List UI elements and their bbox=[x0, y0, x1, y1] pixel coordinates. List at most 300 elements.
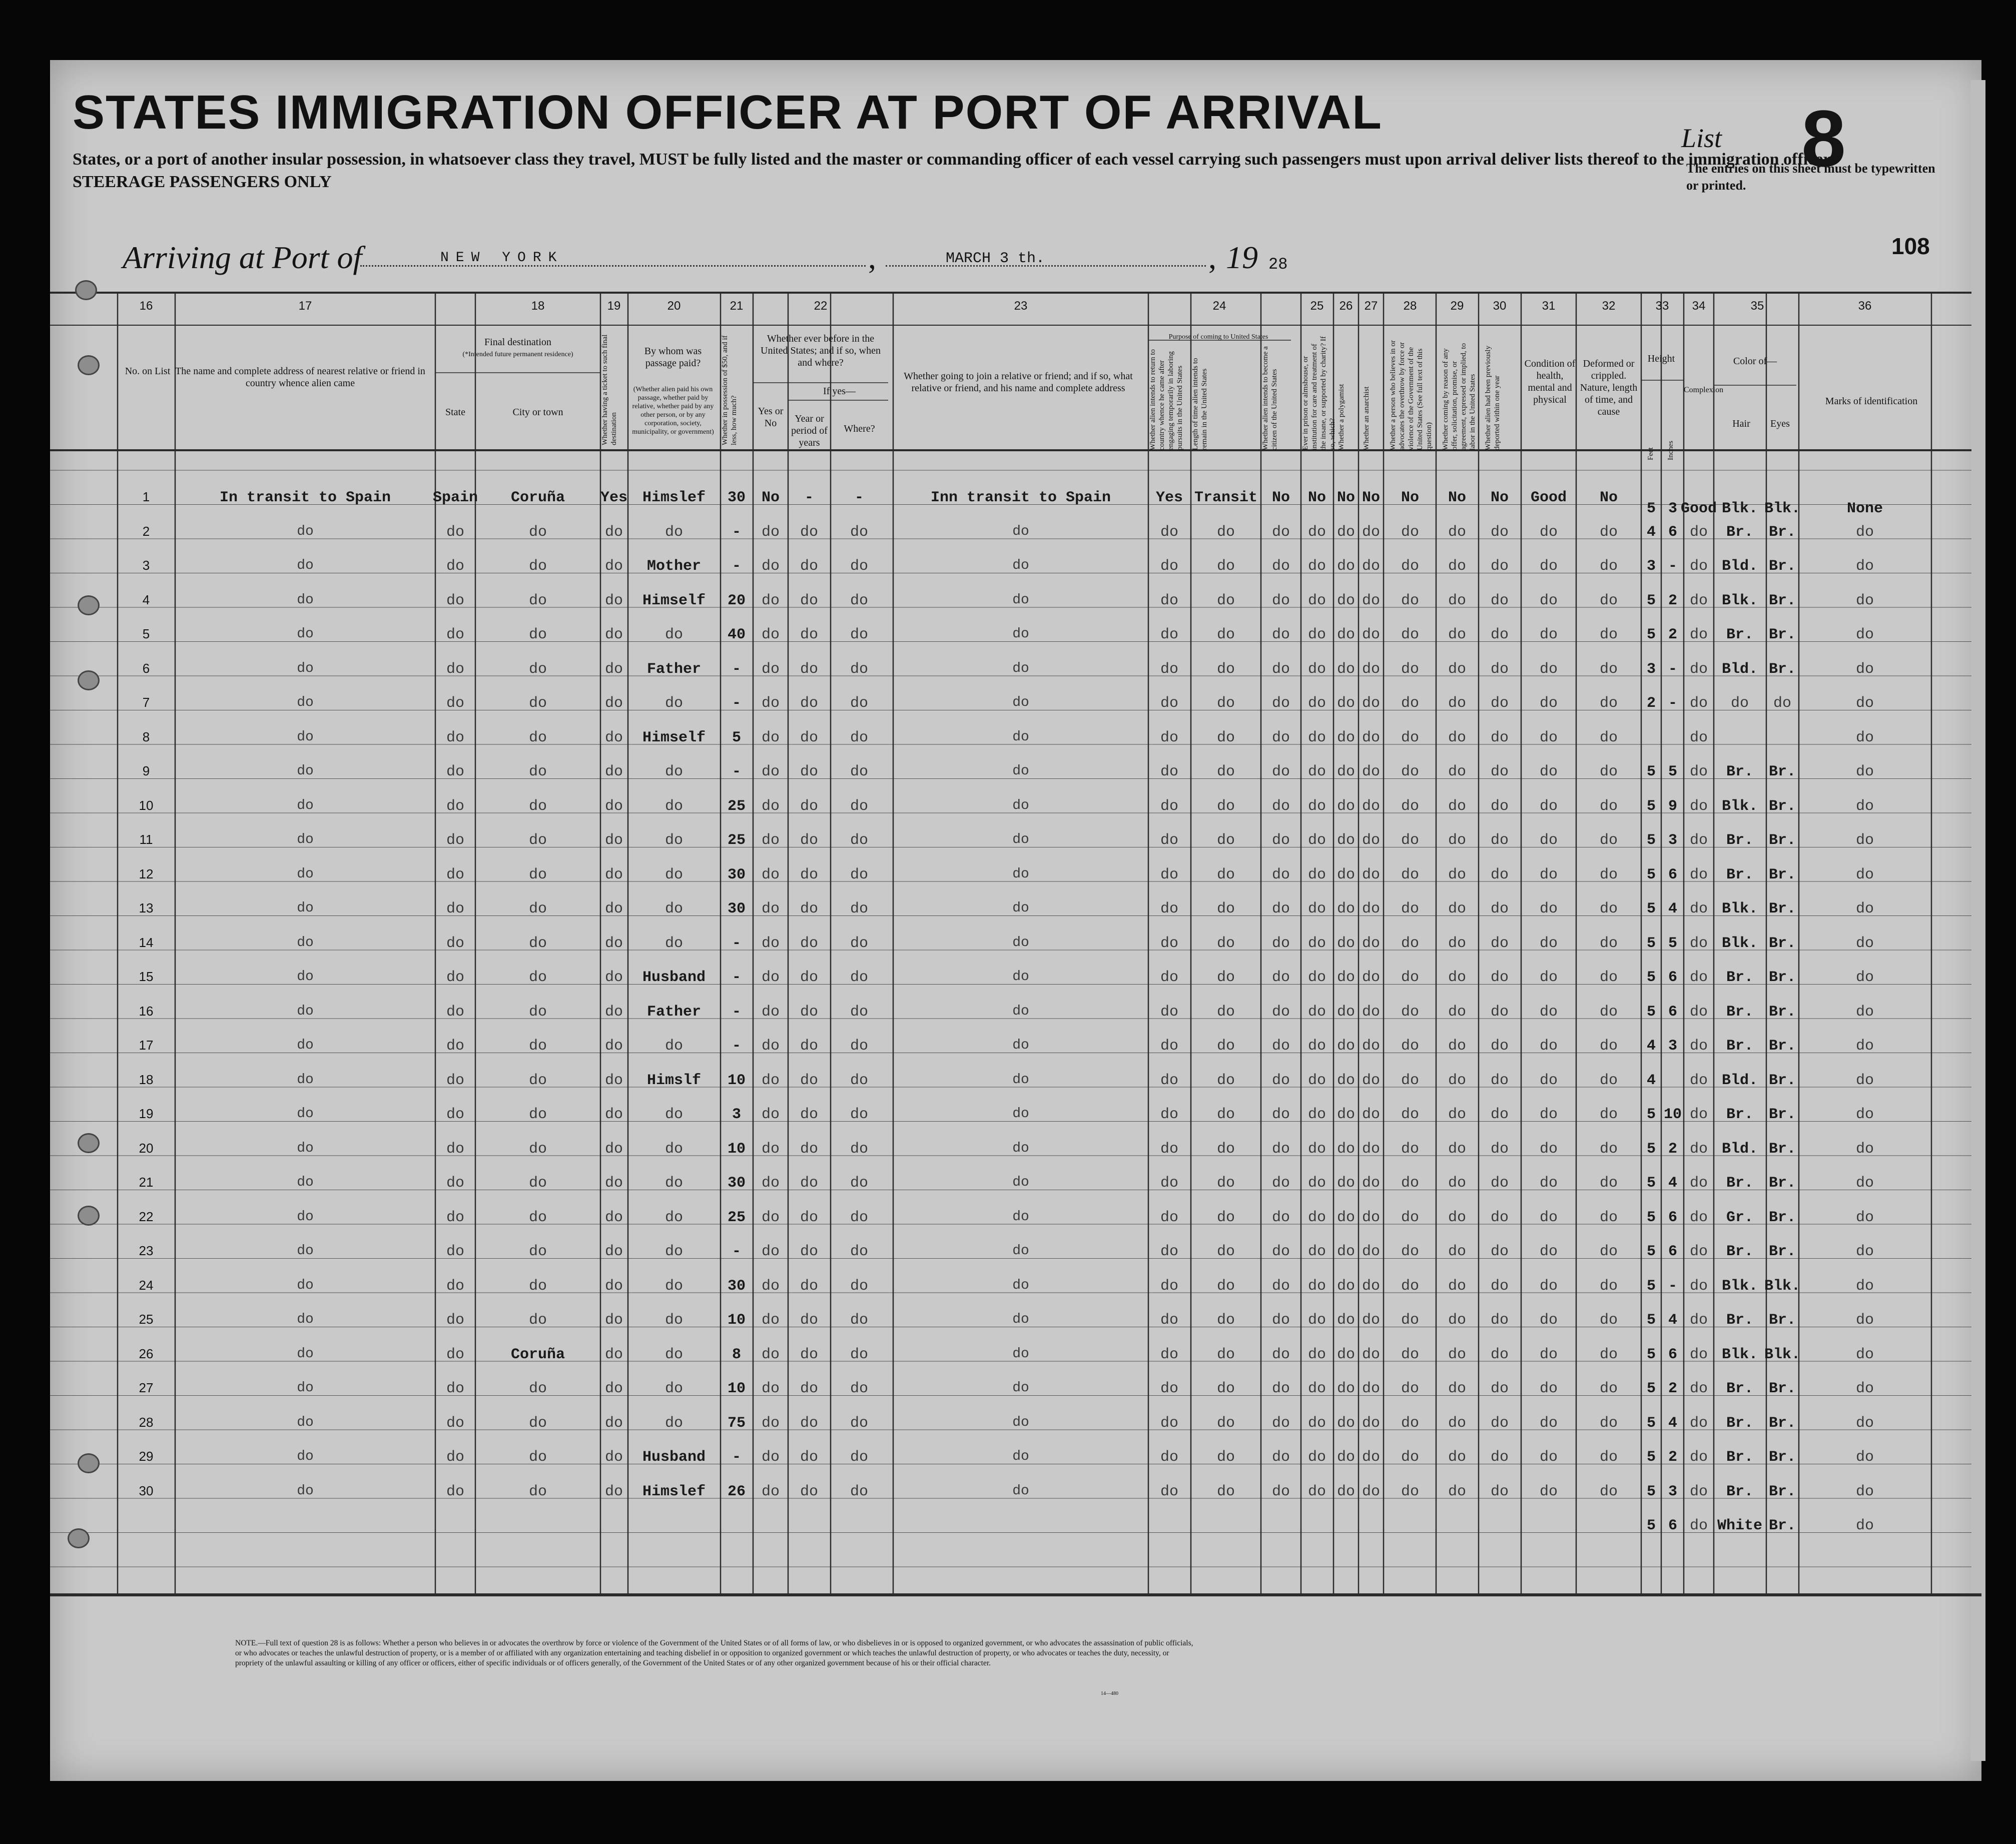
cell-purpose-length: do bbox=[1216, 1072, 1235, 1089]
cell-q29: do bbox=[1448, 523, 1467, 541]
cell-q30: do bbox=[1490, 1449, 1509, 1466]
cell-before-year: do bbox=[800, 935, 819, 952]
cell-ticket: do bbox=[604, 1243, 623, 1260]
cell-marks: do bbox=[1855, 1380, 1874, 1397]
cell-marks: do bbox=[1855, 900, 1874, 917]
cell-relative: do bbox=[297, 1414, 314, 1430]
cell-passage: do bbox=[664, 1277, 684, 1295]
cell-before-where: do bbox=[850, 1414, 869, 1432]
column-number: 22 bbox=[814, 299, 828, 313]
cell-q28: do bbox=[1401, 969, 1420, 986]
cell-passage: do bbox=[664, 1106, 684, 1123]
binding-hole bbox=[78, 1133, 100, 1153]
cell-hair: Br. bbox=[1726, 1175, 1754, 1192]
cell-ticket: do bbox=[604, 626, 623, 643]
cell-passage: Himslef bbox=[642, 1483, 706, 1500]
cell-anarchist: No bbox=[1362, 489, 1381, 506]
cell-purpose-return: do bbox=[1160, 900, 1179, 917]
cell-eyes: Br. bbox=[1768, 1449, 1796, 1466]
cell-purpose-return: do bbox=[1160, 660, 1179, 678]
cell-before-where: do bbox=[850, 729, 869, 746]
cell-relative: do bbox=[297, 592, 314, 608]
column-number: 30 bbox=[1493, 299, 1507, 313]
cell-before-yn: do bbox=[761, 1106, 780, 1123]
cell-relative: do bbox=[297, 866, 314, 882]
cell-relative: do bbox=[297, 523, 314, 539]
cell-hair: Br. bbox=[1726, 1483, 1754, 1500]
cell-feet: 5 bbox=[1646, 1449, 1656, 1466]
cell-complexion: do bbox=[1689, 1038, 1708, 1055]
cell-marks: do bbox=[1855, 763, 1874, 780]
cell-money: 30 bbox=[727, 489, 746, 506]
cell-prison: do bbox=[1307, 1038, 1326, 1055]
cell-q29: do bbox=[1448, 1175, 1467, 1192]
cell-money: 10 bbox=[727, 1140, 746, 1158]
cell-eyes: Br. bbox=[1768, 1312, 1796, 1329]
cell-polygamist: do bbox=[1336, 660, 1356, 678]
cell-passage: Father bbox=[646, 660, 702, 678]
cell-health: do bbox=[1539, 1106, 1558, 1123]
cell-row-number: 22 bbox=[139, 1209, 154, 1224]
cell-marks: None bbox=[1846, 500, 1883, 517]
column-number: 28 bbox=[1403, 299, 1417, 313]
cell-row-number: 23 bbox=[139, 1243, 154, 1258]
cell-complexion: do bbox=[1689, 763, 1708, 780]
cell-passage: do bbox=[664, 1140, 684, 1158]
cell-hair: Blk. bbox=[1721, 797, 1758, 815]
cell-deformed: do bbox=[1599, 1209, 1618, 1226]
cell-q29: do bbox=[1448, 1414, 1467, 1432]
cell-purpose-length: do bbox=[1216, 1312, 1235, 1329]
cell-q30: do bbox=[1490, 1277, 1509, 1295]
cell-money: 25 bbox=[727, 1209, 746, 1226]
cell-state: do bbox=[446, 695, 465, 712]
cell-state: do bbox=[446, 1277, 465, 1295]
cell-before-yn: do bbox=[761, 866, 780, 883]
cell-polygamist: do bbox=[1336, 592, 1356, 609]
cell-q28: do bbox=[1401, 660, 1420, 678]
cell-eyes: Br. bbox=[1768, 592, 1796, 609]
cell-inches: 3 bbox=[1668, 1038, 1678, 1055]
cell-joining: do bbox=[1012, 660, 1029, 676]
cell-deformed: do bbox=[1599, 1483, 1618, 1500]
cell-purpose-length: do bbox=[1216, 1175, 1235, 1192]
cell-money: - bbox=[732, 660, 742, 678]
cell-state: do bbox=[446, 1243, 465, 1260]
cell-state: do bbox=[446, 523, 465, 541]
cell-state: do bbox=[446, 660, 465, 678]
form-code: 14—480 bbox=[1101, 1691, 1118, 1696]
header-yes-no: Yes or No bbox=[758, 406, 784, 429]
cell-complexion: do bbox=[1689, 592, 1708, 609]
cell-hair: Br. bbox=[1726, 969, 1754, 986]
cell-q28: do bbox=[1401, 900, 1420, 917]
cell-passage: do bbox=[664, 1312, 684, 1329]
cell-passage: Himslef bbox=[642, 489, 706, 506]
cell-marks: do bbox=[1855, 832, 1874, 849]
cell-row-number: 19 bbox=[139, 1106, 154, 1121]
cell-eyes: Br. bbox=[1768, 523, 1796, 541]
cell-joining: do bbox=[1012, 729, 1029, 745]
header-health: Condition of health, mental and physical bbox=[1524, 358, 1576, 405]
cell-feet: 5 bbox=[1646, 1346, 1656, 1363]
header-if-yes: If yes— bbox=[823, 386, 856, 397]
cell-q29: do bbox=[1448, 763, 1467, 780]
cell-complexion: do bbox=[1689, 695, 1708, 712]
cell-anarchist: do bbox=[1362, 1003, 1381, 1021]
cell-feet: 5 bbox=[1646, 626, 1656, 643]
cell-ticket: do bbox=[604, 1038, 623, 1055]
cell-prison: do bbox=[1307, 523, 1326, 541]
cell-complexion: do bbox=[1689, 969, 1708, 986]
cell-passage: do bbox=[664, 935, 684, 952]
cell-before-year: do bbox=[800, 558, 819, 575]
cell-row-number: 8 bbox=[142, 729, 150, 744]
cell-inches: 6 bbox=[1668, 1243, 1678, 1260]
cell-before-yn: do bbox=[761, 1140, 780, 1158]
cell-q29: do bbox=[1448, 900, 1467, 917]
column-number: 19 bbox=[607, 299, 621, 313]
cell-marks: do bbox=[1855, 1449, 1874, 1466]
cell-purpose-return: do bbox=[1160, 558, 1179, 575]
cell-hair: Br. bbox=[1726, 1380, 1754, 1397]
cell-q29: do bbox=[1448, 660, 1467, 678]
cell-purpose-length: do bbox=[1216, 1038, 1235, 1055]
cell-purpose-length: do bbox=[1216, 695, 1235, 712]
cell-purpose-return: do bbox=[1160, 729, 1179, 746]
cell-purpose-return: do bbox=[1160, 1346, 1179, 1363]
cell-complexion: do bbox=[1689, 626, 1708, 643]
cell-money: - bbox=[732, 763, 742, 780]
binding-hole bbox=[78, 1453, 100, 1473]
cell-complexion: do bbox=[1689, 797, 1708, 815]
cell-deformed: do bbox=[1599, 763, 1618, 780]
cell-passage: do bbox=[664, 900, 684, 917]
cell-deformed: do bbox=[1599, 695, 1618, 712]
cell-ticket: do bbox=[604, 1072, 623, 1089]
cell-city: do bbox=[528, 832, 547, 849]
cell-q30: do bbox=[1490, 763, 1509, 780]
cell-eyes: Blk. bbox=[1764, 500, 1801, 517]
cell-anarchist: do bbox=[1362, 1346, 1381, 1363]
cell-feet: 5 bbox=[1646, 900, 1656, 917]
cell-q30: do bbox=[1490, 797, 1509, 815]
cell-state: do bbox=[446, 763, 465, 780]
cell-health: Good bbox=[1530, 489, 1567, 506]
cell-complexion: do bbox=[1689, 832, 1708, 849]
cell-purpose-length: do bbox=[1216, 729, 1235, 746]
column-number: 26 bbox=[1339, 299, 1353, 313]
cell-q28: do bbox=[1401, 1277, 1420, 1295]
cell-money: - bbox=[732, 1243, 742, 1260]
cell-purpose-citizen: do bbox=[1271, 1380, 1290, 1397]
cell-row-number: 14 bbox=[139, 935, 154, 950]
cell-prison: do bbox=[1307, 1449, 1326, 1466]
cell-relative: do bbox=[297, 1312, 314, 1327]
cell-before-year: do bbox=[800, 1346, 819, 1363]
cell-marks: do bbox=[1855, 797, 1874, 815]
cell-relative: do bbox=[297, 1346, 314, 1362]
cell-relative: do bbox=[297, 900, 314, 916]
cell-polygamist: do bbox=[1336, 1414, 1356, 1432]
cell-anarchist: do bbox=[1362, 592, 1381, 609]
cell-marks: do bbox=[1855, 1346, 1874, 1363]
cell-prison: do bbox=[1307, 1277, 1326, 1295]
cell-money: 10 bbox=[727, 1072, 746, 1089]
cell-complexion: do bbox=[1689, 1483, 1708, 1500]
cell-before-yn: do bbox=[761, 969, 780, 986]
cell-eyes: Br. bbox=[1768, 1106, 1796, 1123]
cell-feet: 5 bbox=[1646, 500, 1656, 517]
cell-feet: 5 bbox=[1646, 1175, 1656, 1192]
cell-eyes: Br. bbox=[1768, 1517, 1796, 1534]
cell-relative: In transit to Spain bbox=[219, 489, 391, 506]
cell-relative: do bbox=[297, 1140, 314, 1156]
cell-purpose-citizen: do bbox=[1271, 1312, 1290, 1329]
cell-q28: do bbox=[1401, 1449, 1420, 1466]
cell-ticket: do bbox=[604, 558, 623, 575]
cell-joining: do bbox=[1012, 695, 1029, 710]
cell-purpose-length: do bbox=[1216, 763, 1235, 780]
cell-complexion: do bbox=[1689, 1517, 1708, 1534]
cell-deformed: do bbox=[1599, 1312, 1618, 1329]
cell-marks: do bbox=[1855, 1243, 1874, 1260]
cell-q28: do bbox=[1401, 1380, 1420, 1397]
cell-prison: do bbox=[1307, 1140, 1326, 1158]
cell-row-number: 28 bbox=[139, 1414, 154, 1430]
cell-ticket: do bbox=[604, 1209, 623, 1226]
cell-before-year: - bbox=[804, 489, 814, 506]
cell-money: 40 bbox=[727, 626, 746, 643]
cell-anarchist: do bbox=[1362, 1414, 1381, 1432]
cell-polygamist: do bbox=[1336, 1072, 1356, 1089]
cell-hair: Br. bbox=[1726, 1243, 1754, 1260]
cell-feet: 5 bbox=[1646, 935, 1656, 952]
cell-deformed: do bbox=[1599, 1106, 1618, 1123]
cell-deformed: do bbox=[1599, 1003, 1618, 1021]
cell-before-year: do bbox=[800, 592, 819, 609]
cell-before-where: do bbox=[850, 1175, 869, 1192]
cell-deformed: do bbox=[1599, 797, 1618, 815]
cell-money: - bbox=[732, 523, 742, 541]
cell-purpose-length: do bbox=[1216, 1346, 1235, 1363]
cell-state: do bbox=[446, 866, 465, 883]
cell-q28: do bbox=[1401, 1483, 1420, 1500]
cell-prison: do bbox=[1307, 729, 1326, 746]
cell-relative: do bbox=[297, 695, 314, 710]
cell-q29: do bbox=[1448, 1346, 1467, 1363]
cell-before-year: do bbox=[800, 1106, 819, 1123]
cell-eyes: Br. bbox=[1768, 1175, 1796, 1192]
header-q28: Whether a person who believes in or advocates the overthrow by force or violence of the Government of the United States (See full text of this question) bbox=[1389, 340, 1433, 450]
cell-before-year: do bbox=[800, 1140, 819, 1158]
cell-feet: 5 bbox=[1646, 1380, 1656, 1397]
cell-purpose-length: do bbox=[1216, 1277, 1235, 1295]
column-number: 27 bbox=[1364, 299, 1378, 313]
cell-state: do bbox=[446, 1038, 465, 1055]
cell-prison: do bbox=[1307, 797, 1326, 815]
column-number: 20 bbox=[667, 299, 681, 313]
cell-passage: do bbox=[664, 626, 684, 643]
cell-eyes: Blk. bbox=[1764, 1277, 1801, 1295]
cell-feet: 3 bbox=[1646, 660, 1656, 678]
cell-before-yn: do bbox=[761, 523, 780, 541]
cell-money: 10 bbox=[727, 1380, 746, 1397]
cell-before-year: do bbox=[800, 1414, 819, 1432]
sheet-number: 108 bbox=[1891, 233, 1930, 259]
cell-marks: do bbox=[1855, 935, 1874, 952]
cell-anarchist: do bbox=[1362, 1038, 1381, 1055]
cell-q28: do bbox=[1401, 935, 1420, 952]
cell-passage: Husband bbox=[642, 969, 706, 986]
cell-q28: do bbox=[1401, 1106, 1420, 1123]
column-number: 33 bbox=[1655, 299, 1669, 313]
cell-health: do bbox=[1539, 1483, 1558, 1500]
cell-marks: do bbox=[1855, 1209, 1874, 1226]
cell-q30: do bbox=[1490, 1106, 1509, 1123]
cell-row-number: 30 bbox=[139, 1483, 154, 1498]
cell-marks: do bbox=[1855, 1277, 1874, 1295]
cell-ticket: do bbox=[604, 523, 623, 541]
column-number: 32 bbox=[1602, 299, 1616, 313]
cell-purpose-return: do bbox=[1160, 866, 1179, 883]
cell-purpose-return: do bbox=[1160, 1243, 1179, 1260]
cell-q28: do bbox=[1401, 1209, 1420, 1226]
cell-relative: do bbox=[297, 1380, 314, 1396]
cell-q29: do bbox=[1448, 1038, 1467, 1055]
cell-before-where: do bbox=[850, 592, 869, 609]
cell-deformed: do bbox=[1599, 1243, 1618, 1260]
cell-purpose-return: do bbox=[1160, 1312, 1179, 1329]
cell-purpose-return: do bbox=[1160, 1175, 1179, 1192]
cell-eyes: do bbox=[1773, 695, 1792, 712]
cell-anarchist: do bbox=[1362, 1380, 1381, 1397]
cell-relative: do bbox=[297, 1483, 314, 1499]
cell-city: do bbox=[528, 1140, 547, 1158]
cell-marks: do bbox=[1855, 969, 1874, 986]
cell-polygamist: do bbox=[1336, 1449, 1356, 1466]
cell-passage: Mother bbox=[646, 558, 702, 575]
cell-money: 30 bbox=[727, 900, 746, 917]
cell-q30: do bbox=[1490, 1072, 1509, 1089]
cell-polygamist: do bbox=[1336, 1277, 1356, 1295]
cell-purpose-citizen: do bbox=[1271, 797, 1290, 815]
cell-money: 20 bbox=[727, 592, 746, 609]
cell-passage: Husband bbox=[642, 1449, 706, 1466]
cell-q28: do bbox=[1401, 763, 1420, 780]
header-purpose-b: Length of time alien intends to remain in the United States bbox=[1191, 358, 1208, 450]
cell-before-where: do bbox=[850, 1312, 869, 1329]
cell-hair: Br. bbox=[1726, 1414, 1754, 1432]
cell-city: do bbox=[528, 1380, 547, 1397]
cell-q29: do bbox=[1448, 626, 1467, 643]
column-number: 24 bbox=[1212, 299, 1226, 313]
cell-anarchist: do bbox=[1362, 900, 1381, 917]
cell-before-yn: do bbox=[761, 695, 780, 712]
cell-state: do bbox=[446, 832, 465, 849]
cell-complexion: do bbox=[1689, 1414, 1708, 1432]
cell-purpose-return: do bbox=[1160, 1140, 1179, 1158]
cell-anarchist: do bbox=[1362, 1209, 1381, 1226]
cell-before-year: do bbox=[800, 1209, 819, 1226]
cell-inches: - bbox=[1668, 695, 1678, 712]
cell-health: do bbox=[1539, 969, 1558, 986]
cell-q28: do bbox=[1401, 523, 1420, 541]
cell-eyes: Br. bbox=[1768, 1243, 1796, 1260]
cell-city: do bbox=[528, 592, 547, 609]
cell-relative: do bbox=[297, 1003, 314, 1019]
cell-prison: do bbox=[1307, 900, 1326, 917]
cell-q28: do bbox=[1401, 695, 1420, 712]
cell-city: do bbox=[528, 969, 547, 986]
cell-city: do bbox=[528, 729, 547, 746]
cell-state: do bbox=[446, 1209, 465, 1226]
cell-row-number: 17 bbox=[139, 1038, 154, 1053]
cell-hair: Blk. bbox=[1721, 1346, 1758, 1363]
cell-before-where: do bbox=[850, 797, 869, 815]
cell-feet: 5 bbox=[1646, 969, 1656, 986]
cell-q29: do bbox=[1448, 1449, 1467, 1466]
cell-before-year: do bbox=[800, 523, 819, 541]
cell-money: 5 bbox=[732, 729, 742, 746]
cell-passage: do bbox=[664, 523, 684, 541]
cell-hair: Br. bbox=[1726, 1038, 1754, 1055]
cell-state: do bbox=[446, 1072, 465, 1089]
cell-ticket: do bbox=[604, 1380, 623, 1397]
cell-before-yn: do bbox=[761, 558, 780, 575]
cell-health: do bbox=[1539, 1243, 1558, 1260]
cell-prison: do bbox=[1307, 832, 1326, 849]
cell-joining: do bbox=[1012, 763, 1029, 779]
cell-q30: do bbox=[1490, 523, 1509, 541]
cell-before-year: do bbox=[800, 1277, 819, 1295]
cell-polygamist: do bbox=[1336, 1380, 1356, 1397]
cell-relative: do bbox=[297, 1209, 314, 1225]
cell-anarchist: do bbox=[1362, 1483, 1381, 1500]
cell-city: do bbox=[528, 660, 547, 678]
cell-before-year: do bbox=[800, 763, 819, 780]
cell-joining: do bbox=[1012, 1106, 1029, 1122]
cell-ticket: do bbox=[604, 763, 623, 780]
cell-city: do bbox=[528, 1483, 547, 1500]
cell-relative: do bbox=[297, 1175, 314, 1190]
cell-polygamist: No bbox=[1336, 489, 1356, 506]
cell-row-number: 16 bbox=[139, 1003, 154, 1019]
header-q30: Whether alien had been previously deported within one year bbox=[1484, 345, 1501, 450]
cell-purpose-length: do bbox=[1216, 935, 1235, 952]
cell-deformed: do bbox=[1599, 1449, 1618, 1466]
binding-hole bbox=[78, 595, 100, 615]
cell-state: do bbox=[446, 1312, 465, 1329]
cell-purpose-return: do bbox=[1160, 1072, 1179, 1089]
header-purpose-a: Whether alien intends to return to country whence he came after engaging temporarily in laboring pursuits in the United States bbox=[1149, 349, 1184, 450]
cell-prison: do bbox=[1307, 695, 1326, 712]
cell-complexion: do bbox=[1689, 1243, 1708, 1260]
cell-inches: 2 bbox=[1668, 592, 1678, 609]
cell-q29: do bbox=[1448, 695, 1467, 712]
header-passage-note: (Whether alien paid his own passage, whether paid by relative, whether paid by any other person, or by any corporation, society, municipality, or government) bbox=[632, 386, 714, 436]
cell-anarchist: do bbox=[1362, 1106, 1381, 1123]
cell-state: do bbox=[446, 1106, 465, 1123]
column-number: 21 bbox=[730, 299, 744, 313]
cell-health: do bbox=[1539, 1003, 1558, 1021]
cell-inches: 5 bbox=[1668, 763, 1678, 780]
cell-hair: Br. bbox=[1726, 1449, 1754, 1466]
cell-row-number: 11 bbox=[139, 832, 153, 847]
cell-eyes: Br. bbox=[1768, 1072, 1796, 1089]
cell-purpose-return: do bbox=[1160, 1449, 1179, 1466]
cell-deformed: do bbox=[1599, 935, 1618, 952]
